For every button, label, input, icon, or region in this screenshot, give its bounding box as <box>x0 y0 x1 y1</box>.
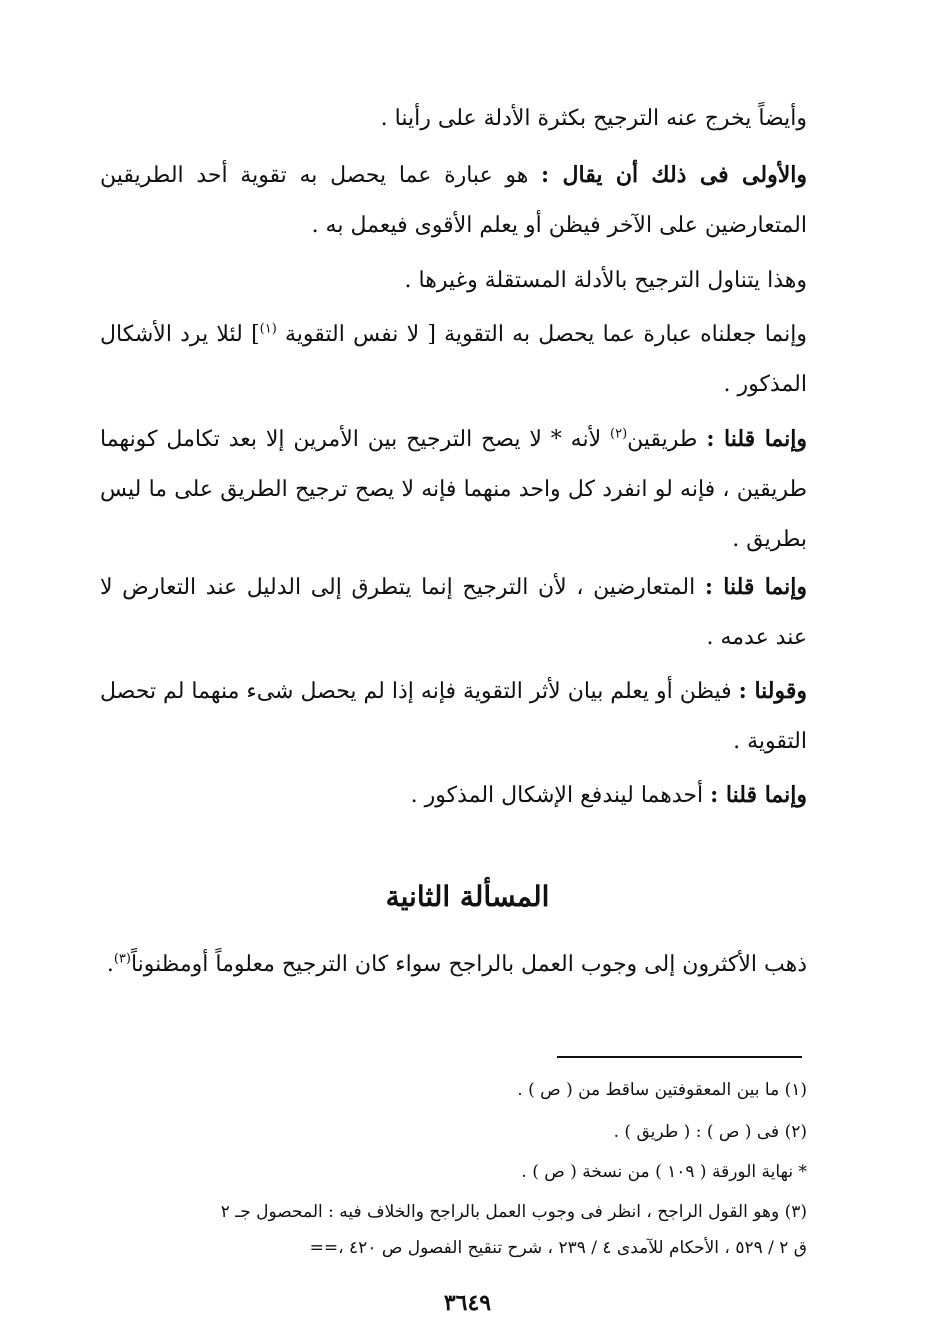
footnote-1: (١) ما بين المعقوفتين ساقط من ( ص ) . <box>517 1080 807 1100</box>
footnote-2: (٢) فى ( ص ) : ( طريق ) . <box>613 1122 807 1142</box>
paragraph-7-lead: وقولنا : <box>738 678 807 704</box>
footnote-separator <box>557 1056 802 1058</box>
paragraph-9-text-b: . <box>106 952 114 977</box>
footnote-3-line-1: (٣) وهو القول الراجح ، انظر فى وجوب العمل بالراجح والخلاف فيه : المحصول جـ ٢ <box>220 1202 807 1222</box>
paragraph-2-text: هو عبارة عما يحصل به تقوية أحد الطريقين المتعارضين على الآخر فيظن أو يعلم الأقوى فيعمل به . <box>100 163 807 238</box>
footnote-ref-1: (١) <box>259 321 277 337</box>
paragraph-8 <box>100 770 807 821</box>
paragraph-8-lead: وإنما قلنا : <box>710 782 807 808</box>
paragraph-6 <box>100 562 807 663</box>
paragraph-6-lead: وإنما قلنا : <box>704 574 807 600</box>
paragraph-9 <box>100 940 807 990</box>
paragraph-5-text-b: لأنه * لا يصح الترجيح بين الأمرين إلا بعد تكامل كونهما طريقين ، فإنه لو انفرد كل واحد منهما فإنه لا يصح ترجيح الطريق على ما ليس بطريق . <box>100 427 807 552</box>
paragraph-8-text: أحدهما ليندفع الإشكال المذكور . <box>410 783 704 808</box>
paragraph-7 <box>100 666 807 767</box>
footnote-ref-2: (٢) <box>610 426 628 442</box>
paragraph-3-text: وهذا يتناول الترجيح بالأدلة المستقلة وغيرها . <box>404 268 807 293</box>
page-number: ٣٦٤٩ <box>443 1290 492 1316</box>
paragraph-9-text-a: ذهب الأكثرون إلى وجوب العمل بالراجح سواء كان الترجيح معلوماً أومظنوناً <box>130 952 807 977</box>
paragraph-1-text: وأيضاً يخرج عنه الترجيح بكثرة الأدلة على رأينا . <box>380 106 807 131</box>
section-heading: المسألة الثانية <box>385 880 550 913</box>
paragraph-5-text-a: طريقين <box>627 427 698 452</box>
paragraph-2-lead: والأولى فى ذلك أن يقال : <box>541 162 807 188</box>
footnote-ref-3: (٣) <box>113 951 131 967</box>
paragraph-6-text: المتعارضين ، لأن الترجيح إنما يتطرق إلى الدليل عند التعارض لا عند عدمه . <box>100 575 807 650</box>
paragraph-2 <box>100 150 807 251</box>
footnote-star: * نهاية الورقة ( ١٠٩ ) من نسخة ( ص ) . <box>521 1162 807 1182</box>
paragraph-4-text-a: وإنما جعلناه عبارة عما يحصل به التقوية [ لا نفس التقوية <box>285 322 807 347</box>
paragraph-5-lead: وإنما قلنا : <box>706 426 807 452</box>
paragraph-4 <box>100 310 807 410</box>
paragraph-4-text-b: ] لئلا يرد الأشكال المذكور . <box>100 322 807 397</box>
paragraph-7-text: فيظن أو يعلم بيان لأثر التقوية فإنه إذا لم يحصل شىء منهما لم تحصل التقوية . <box>100 679 807 754</box>
paragraph-1 <box>100 94 807 144</box>
paragraph-3 <box>100 256 807 306</box>
paragraph-5 <box>100 414 807 565</box>
footnote-3-line-2: ق ٢ / ٥٢٩ ، الأحكام للآمدى ٤ / ٢٣٩ ، شرح تنقيح الفصول ص ٤٢٠ ،== <box>309 1238 807 1258</box>
